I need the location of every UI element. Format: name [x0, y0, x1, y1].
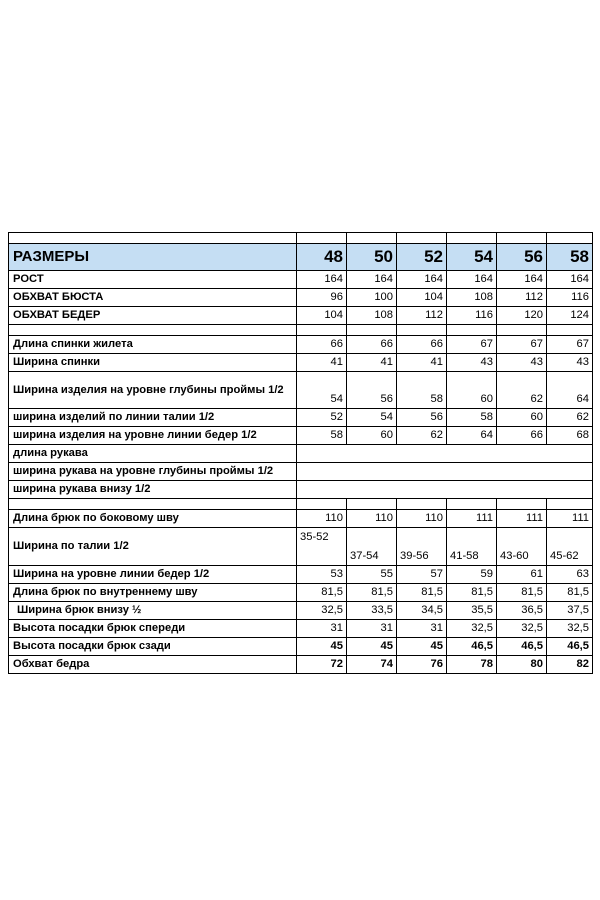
cell: 62	[547, 409, 593, 427]
table-row	[9, 445, 593, 463]
table-row	[9, 427, 593, 445]
cell: 52	[297, 409, 347, 427]
cell: 81,5	[397, 584, 447, 602]
row-label: ОБХВАТ БЮСТА	[9, 289, 297, 307]
table-row	[9, 289, 593, 307]
size-header: 48	[297, 244, 347, 271]
row-label: ширина рукава на уровне глубины проймы 1/2	[9, 463, 297, 481]
cell: 81,5	[547, 584, 593, 602]
row-label: ОБХВАТ БЕДЕР	[9, 307, 297, 325]
cell: 54	[347, 409, 397, 427]
cell: 60	[447, 372, 497, 409]
cell: 46,5	[547, 638, 593, 656]
cell: 55	[347, 566, 397, 584]
cell: 110	[297, 510, 347, 528]
cell: 34,5	[397, 602, 447, 620]
empty-cell	[297, 445, 593, 463]
cell: 67	[447, 336, 497, 354]
size-header: 52	[397, 244, 447, 271]
row-label: ширина рукава внизу 1/2	[9, 481, 297, 499]
row-label: Ширина спинки	[9, 354, 297, 372]
cell: 100	[347, 289, 397, 307]
cell: 41	[297, 354, 347, 372]
cell: 41	[397, 354, 447, 372]
cell: 43	[497, 354, 547, 372]
cell: 46,5	[447, 638, 497, 656]
cell: 104	[397, 289, 447, 307]
table-row	[9, 271, 593, 289]
table-row	[9, 409, 593, 427]
cell: 66	[347, 336, 397, 354]
cell: 120	[497, 307, 547, 325]
cell: 41	[347, 354, 397, 372]
cell: 124	[547, 307, 593, 325]
cell: 111	[447, 510, 497, 528]
size-header: 54	[447, 244, 497, 271]
cell: 72	[297, 656, 347, 674]
table-row	[9, 602, 593, 620]
cell: 36,5	[497, 602, 547, 620]
cell: 110	[347, 510, 397, 528]
row-label: Ширина на уровне линии бедер 1/2	[9, 566, 297, 584]
cell: 56	[347, 372, 397, 409]
cell: 32,5	[547, 620, 593, 638]
cell: 82	[547, 656, 593, 674]
cell: 53	[297, 566, 347, 584]
cell: 41-58	[447, 528, 497, 566]
row-label: РОСТ	[9, 271, 297, 289]
cell: 58	[297, 427, 347, 445]
size-header: 56	[497, 244, 547, 271]
cell: 54	[297, 372, 347, 409]
cell: 31	[347, 620, 397, 638]
size-table	[8, 232, 593, 674]
row-label: Длина брюк по боковому шву	[9, 510, 297, 528]
cell: 111	[547, 510, 593, 528]
table-row	[9, 372, 593, 409]
cell: 57	[397, 566, 447, 584]
table-row	[9, 620, 593, 638]
header-row	[9, 244, 593, 271]
table-row	[9, 510, 593, 528]
cell: 59	[447, 566, 497, 584]
empty-cell	[297, 481, 593, 499]
cell: 164	[547, 271, 593, 289]
spacer-row	[9, 499, 593, 510]
cell: 164	[497, 271, 547, 289]
cell: 58	[447, 409, 497, 427]
cell: 76	[397, 656, 447, 674]
cell: 45	[347, 638, 397, 656]
spacer-row	[9, 325, 593, 336]
table-row	[9, 656, 593, 674]
table-row	[9, 481, 593, 499]
cell: 33,5	[347, 602, 397, 620]
size-header: 50	[347, 244, 397, 271]
cell: 81,5	[447, 584, 497, 602]
cell: 112	[497, 289, 547, 307]
cell: 164	[297, 271, 347, 289]
cell: 61	[497, 566, 547, 584]
cell: 74	[347, 656, 397, 674]
size-header: 58	[547, 244, 593, 271]
row-label: Высота посадки брюк сзади	[9, 638, 297, 656]
cell: 32,5	[497, 620, 547, 638]
cell: 63	[547, 566, 593, 584]
cell: 60	[347, 427, 397, 445]
table-row	[9, 336, 593, 354]
row-label: Длина спинки жилета	[9, 336, 297, 354]
cell: 66	[397, 336, 447, 354]
cell: 31	[297, 620, 347, 638]
cell: 67	[497, 336, 547, 354]
cell: 58	[397, 372, 447, 409]
cell: 45	[297, 638, 347, 656]
cell: 64	[547, 372, 593, 409]
cell: 45-62	[547, 528, 593, 566]
cell: 111	[497, 510, 547, 528]
row-label: Ширина по талии 1/2	[9, 528, 297, 566]
cell: 35,5	[447, 602, 497, 620]
cell: 164	[397, 271, 447, 289]
row-label: ширина изделия на уровне линии бедер 1/2	[9, 427, 297, 445]
cell: 45	[397, 638, 447, 656]
row-label: длина рукава	[9, 445, 297, 463]
cell: 164	[347, 271, 397, 289]
cell: 31	[397, 620, 447, 638]
cell: 64	[447, 427, 497, 445]
cell: 78	[447, 656, 497, 674]
cell: 62	[497, 372, 547, 409]
row-label: Ширина брюк внизу ½	[9, 602, 297, 620]
row-label: ширина изделий по линии талии 1/2	[9, 409, 297, 427]
cell: 43	[547, 354, 593, 372]
cell: 32,5	[297, 602, 347, 620]
cell: 43-60	[497, 528, 547, 566]
cell: 104	[297, 307, 347, 325]
cell: 110	[397, 510, 447, 528]
cell: 32,5	[447, 620, 497, 638]
table-row	[9, 528, 593, 566]
table-row	[9, 638, 593, 656]
table-row	[9, 584, 593, 602]
cell: 81,5	[297, 584, 347, 602]
table-row	[9, 354, 593, 372]
size-chart	[8, 232, 592, 674]
row-label: Длина брюк по внутреннему шву	[9, 584, 297, 602]
row-label: Ширина изделия на уровне глубины проймы 1/2	[9, 372, 297, 409]
cell: 80	[497, 656, 547, 674]
spacer-row	[9, 233, 593, 244]
table-row	[9, 566, 593, 584]
cell: 60	[497, 409, 547, 427]
empty-cell	[297, 463, 593, 481]
cell: 66	[297, 336, 347, 354]
cell: 37,5	[547, 602, 593, 620]
cell: 35-52	[297, 528, 347, 566]
cell: 46,5	[497, 638, 547, 656]
cell: 68	[547, 427, 593, 445]
cell: 39-56	[397, 528, 447, 566]
row-label: Обхват бедра	[9, 656, 297, 674]
cell: 37-54	[347, 528, 397, 566]
table-row	[9, 463, 593, 481]
header-label: РАЗМЕРЫ	[9, 244, 297, 271]
cell: 81,5	[497, 584, 547, 602]
cell: 66	[497, 427, 547, 445]
cell: 108	[347, 307, 397, 325]
cell: 67	[547, 336, 593, 354]
row-label: Высота посадки брюк спереди	[9, 620, 297, 638]
cell: 116	[447, 307, 497, 325]
cell: 56	[397, 409, 447, 427]
cell: 112	[397, 307, 447, 325]
table-row	[9, 307, 593, 325]
cell: 81,5	[347, 584, 397, 602]
cell: 43	[447, 354, 497, 372]
cell: 116	[547, 289, 593, 307]
cell: 164	[447, 271, 497, 289]
cell: 62	[397, 427, 447, 445]
cell: 96	[297, 289, 347, 307]
cell: 108	[447, 289, 497, 307]
